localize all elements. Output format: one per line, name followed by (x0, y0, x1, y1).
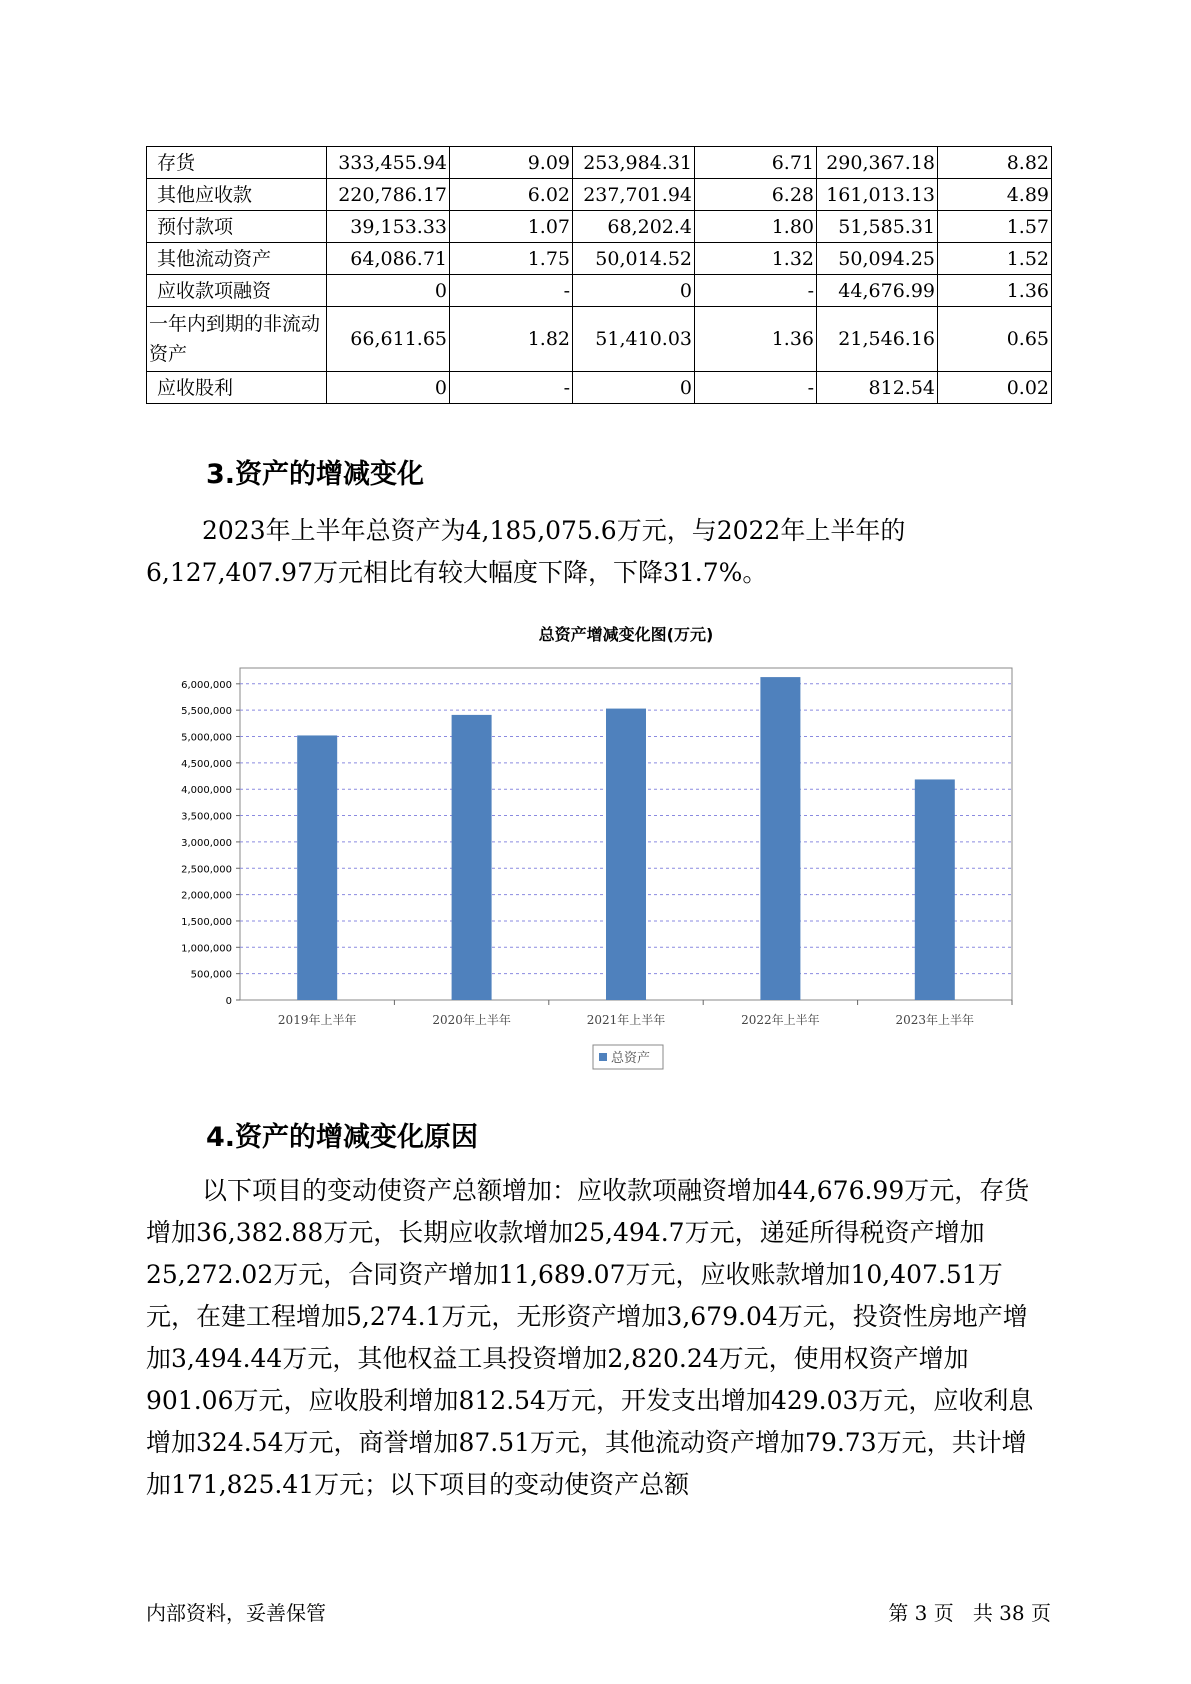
cell-value: 50,094.25 (817, 243, 938, 275)
cell-value: 0 (573, 275, 695, 307)
bar (297, 735, 337, 1000)
cell-value: 0.65 (938, 307, 1052, 372)
y-tick-label: 5,000,000 (181, 732, 232, 744)
y-tick-label: 5,500,000 (181, 706, 232, 718)
cell-value: 0 (327, 372, 450, 404)
cell-value: 220,786.17 (327, 179, 450, 211)
x-tick-label: 2020年上半年 (432, 1013, 511, 1027)
cell-value: 1.80 (695, 211, 817, 243)
cell-value: 64,086.71 (327, 243, 450, 275)
section-3-paragraph: 2023年上半年总资产为4,185,075.6万元，与2022年上半年的6,127,407.97万元相比有较大幅度下降，下降31.7%。 (146, 516, 906, 587)
y-tick-label: 500,000 (190, 969, 232, 981)
row-label: 存货 (147, 147, 327, 179)
y-tick-label: 3,000,000 (181, 837, 232, 849)
table-row (147, 243, 1052, 275)
cell-value: 8.82 (938, 147, 1052, 179)
cell-value: 68,202.4 (573, 211, 695, 243)
cell-value: 253,984.31 (573, 147, 695, 179)
cell-value: 6.71 (695, 147, 817, 179)
bar (760, 677, 800, 1000)
cell-value: 0 (327, 275, 450, 307)
cell-value: - (450, 372, 573, 404)
row-label: 其他应收款 (147, 179, 327, 211)
cell-value: 51,585.31 (817, 211, 938, 243)
table-row (147, 147, 1052, 179)
cell-value: 0.02 (938, 372, 1052, 404)
x-tick-label: 2019年上半年 (277, 1013, 357, 1027)
cell-value: 1.82 (450, 307, 573, 372)
cell-value: 9.09 (450, 147, 573, 179)
y-tick-label: 0 (225, 996, 232, 1007)
section-4-heading: 4.资产的增减变化原因 (206, 1122, 479, 1153)
x-tick-label: 2022年上半年 (741, 1013, 820, 1027)
bar (915, 779, 955, 1000)
cell-value: 290,367.18 (817, 147, 938, 179)
footer-confidential: 内部资料，妥善保管 (146, 1601, 326, 1625)
y-tick-label: 2,000,000 (181, 890, 232, 902)
cell-value: 1.07 (450, 211, 573, 243)
total-assets-chart (150, 618, 1030, 1078)
cell-value: - (695, 275, 817, 307)
y-tick-label: 3,500,000 (181, 811, 232, 823)
cell-value: 237,701.94 (573, 179, 695, 211)
table-row (147, 307, 1052, 372)
y-tick-label: 4,000,000 (181, 785, 232, 797)
cell-value: 51,410.03 (573, 307, 695, 372)
cell-value: 21,546.16 (817, 307, 938, 372)
bar (452, 715, 492, 1000)
table-row (147, 275, 1052, 307)
chart-title: 总资产增减变化图(万元) (538, 625, 714, 644)
cell-value: 4.89 (938, 179, 1052, 211)
cell-value: - (695, 372, 817, 404)
row-label: 应收款项融资 (147, 275, 327, 307)
legend-swatch (599, 1053, 607, 1061)
section-3-heading: 3.资产的增减变化 (206, 459, 425, 490)
row-label: 其他流动资产 (147, 243, 327, 275)
cell-value: 6.28 (695, 179, 817, 211)
cell-value: 1.52 (938, 243, 1052, 275)
cell-value: 812.54 (817, 372, 938, 404)
cell-value: - (450, 275, 573, 307)
footer-page-number: 第 3 页 共 38 页 (888, 1601, 1051, 1625)
y-tick-label: 1,000,000 (181, 943, 232, 955)
cell-value: 0 (573, 372, 695, 404)
y-tick-label: 1,500,000 (181, 916, 232, 928)
legend-label: 总资产 (611, 1051, 651, 1066)
y-tick-label: 6,000,000 (181, 679, 232, 691)
table-row (147, 211, 1052, 243)
cell-value: 333,455.94 (327, 147, 450, 179)
table-row (147, 372, 1052, 404)
x-tick-label: 2023年上半年 (895, 1013, 975, 1027)
cell-value: 1.36 (938, 275, 1052, 307)
cell-value: 44,676.99 (817, 275, 938, 307)
row-label: 一年内到期的非流动资产 (147, 307, 327, 372)
cell-value: 161,013.13 (817, 179, 938, 211)
cell-value: 1.57 (938, 211, 1052, 243)
row-label: 预付款项 (147, 211, 327, 243)
table-row (147, 179, 1052, 211)
cell-value: 1.32 (695, 243, 817, 275)
asset-table (146, 146, 1052, 404)
y-tick-label: 4,500,000 (181, 758, 232, 770)
cell-value: 6.02 (450, 179, 573, 211)
cell-value: 39,153.33 (327, 211, 450, 243)
row-label: 应收股利 (147, 372, 327, 404)
cell-value: 1.75 (450, 243, 573, 275)
section-4-paragraph: 以下项目的变动使资产总额增加：应收款项融资增加44,676.99万元，存货增加36,382.88万元，长期应收款增加25,494.7万元，递延所得税资产增加25,272.02万元，合同资产增加11,689.07万元，应收账款增加10,407.51万元，在建工程增加5,274.1万元，无形资产增加3,679.04万元，投资性房地产增加3,494.44万元，其他权益工具投资增加2,820.24万元，使用权资产增加901.06万元，应收股利增加812.54万元，开发支出增加429.03万元，应收利息增加324.54万元，商誉增加87.51万元，其他流动资产增加79.73万元，共计增加171,825.41万元；以下项目的变动使资产总额 (146, 1176, 1034, 1499)
cell-value: 50,014.52 (573, 243, 695, 275)
bar (606, 709, 646, 1000)
x-tick-label: 2021年上半年 (586, 1013, 666, 1027)
cell-value: 66,611.65 (327, 307, 450, 372)
y-tick-label: 2,500,000 (181, 864, 232, 876)
cell-value: 1.36 (695, 307, 817, 372)
